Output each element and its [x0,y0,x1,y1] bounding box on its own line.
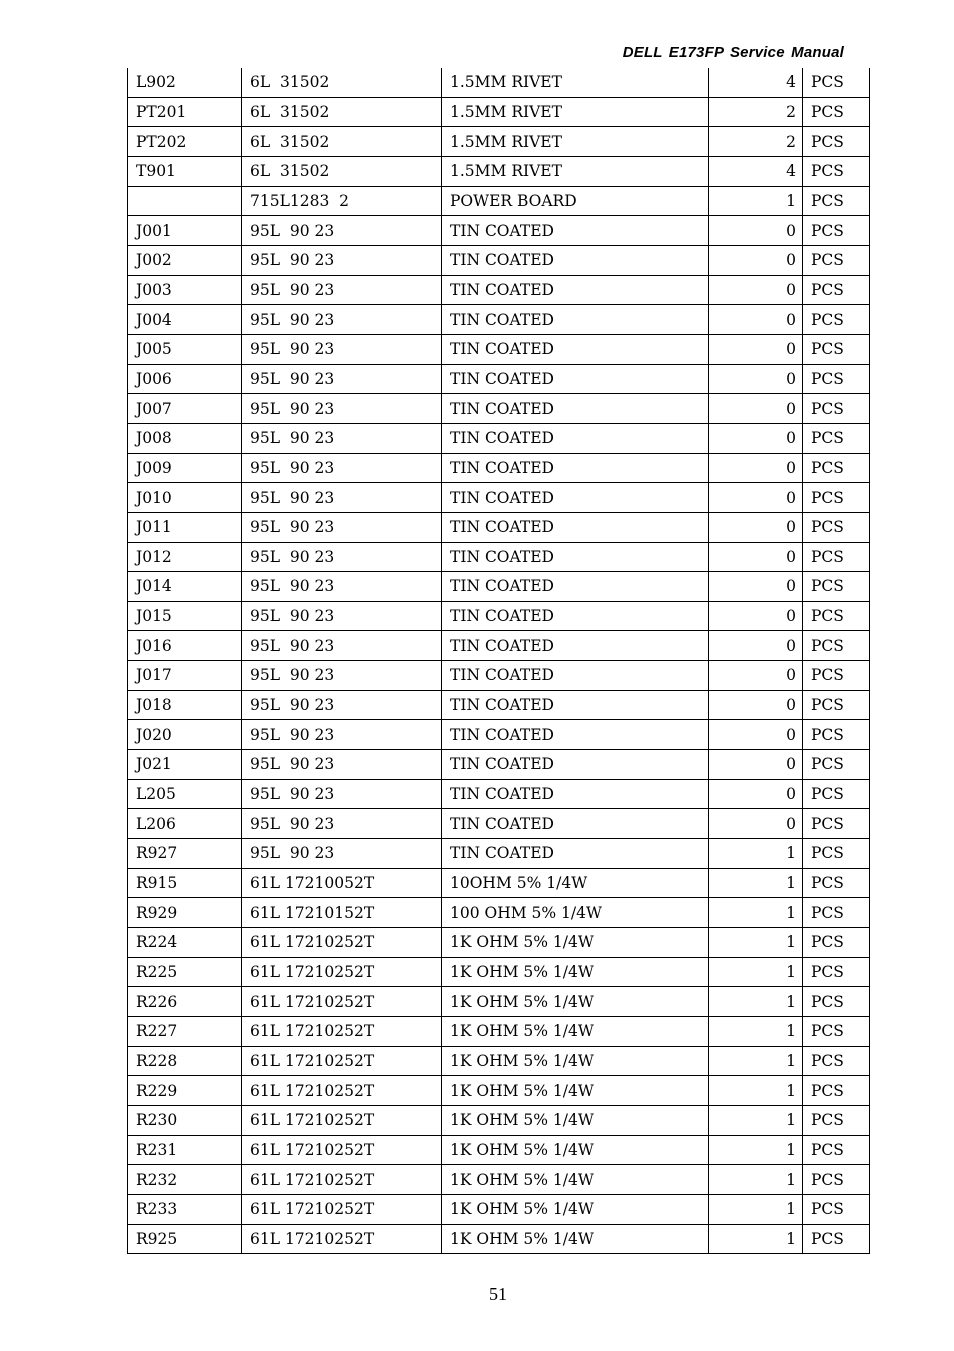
unit-cell: PCS [803,216,870,246]
table-row [128,483,870,513]
description-cell: POWER BOARD [442,186,709,216]
unit-cell: PCS [803,601,870,631]
description-cell: 1.5MM RIVET [442,156,709,186]
location-cell: J012 [128,542,242,572]
location-cell: J003 [128,275,242,305]
quantity-cell: 0 [709,245,803,275]
unit-cell: PCS [803,661,870,691]
quantity-cell: 0 [709,394,803,424]
part-number-cell: 95L 90 23 [242,453,442,483]
table-row [128,690,870,720]
table-row [128,661,870,691]
part-number-cell: 95L 90 23 [242,661,442,691]
unit-cell: PCS [803,1076,870,1106]
location-cell: J001 [128,216,242,246]
part-number-cell: 95L 90 23 [242,750,442,780]
location-cell: R226 [128,987,242,1017]
part-number-cell: 61L 17210252T [242,1135,442,1165]
unit-cell: PCS [803,1194,870,1224]
description-cell: 1.5MM RIVET [442,97,709,127]
quantity-cell: 0 [709,572,803,602]
parts-list-body [128,68,870,1254]
part-number-cell: 61L 17210252T [242,1046,442,1076]
part-number-cell: 61L 17210252T [242,1224,442,1254]
description-cell: TIN COATED [442,839,709,869]
description-cell: TIN COATED [442,423,709,453]
table-row [128,1017,870,1047]
unit-cell: PCS [803,839,870,869]
part-number-cell: 95L 90 23 [242,631,442,661]
unit-cell: PCS [803,305,870,335]
table-row [128,423,870,453]
description-cell: TIN COATED [442,572,709,602]
unit-cell: PCS [803,512,870,542]
part-number-cell: 6L 31502 [242,127,442,157]
part-number-cell: 61L 17210252T [242,928,442,958]
description-cell: 1K OHM 5% 1/4W [442,1046,709,1076]
description-cell: 1K OHM 5% 1/4W [442,1105,709,1135]
part-number-cell: 61L 17210252T [242,1017,442,1047]
location-cell: R227 [128,1017,242,1047]
quantity-cell: 0 [709,305,803,335]
part-number-cell: 95L 90 23 [242,720,442,750]
location-cell: J011 [128,512,242,542]
location-cell: R228 [128,1046,242,1076]
description-cell: TIN COATED [442,394,709,424]
quantity-cell: 1 [709,957,803,987]
location-cell: J020 [128,720,242,750]
quantity-cell: 1 [709,1224,803,1254]
table-row [128,779,870,809]
quantity-cell: 1 [709,1076,803,1106]
description-cell: 1K OHM 5% 1/4W [442,1017,709,1047]
part-number-cell: 95L 90 23 [242,245,442,275]
description-cell: 1.5MM RIVET [442,127,709,157]
table-row [128,750,870,780]
description-cell: TIN COATED [442,512,709,542]
unit-cell: PCS [803,97,870,127]
part-number-cell: 61L 17210252T [242,1165,442,1195]
unit-cell: PCS [803,483,870,513]
unit-cell: PCS [803,275,870,305]
unit-cell: PCS [803,898,870,928]
unit-cell: PCS [803,1017,870,1047]
location-cell: J018 [128,690,242,720]
table-row [128,1135,870,1165]
location-cell: J005 [128,334,242,364]
table-row [128,898,870,928]
location-cell: R929 [128,898,242,928]
part-number-cell: 6L 31502 [242,156,442,186]
table-row [128,1105,870,1135]
quantity-cell: 1 [709,1165,803,1195]
table-row [128,1165,870,1195]
description-cell: TIN COATED [442,809,709,839]
unit-cell: PCS [803,572,870,602]
description-cell: TIN COATED [442,364,709,394]
location-cell: R915 [128,868,242,898]
part-number-cell: 95L 90 23 [242,839,442,869]
unit-cell: PCS [803,453,870,483]
part-number-cell: 95L 90 23 [242,512,442,542]
part-number-cell: 6L 31502 [242,68,442,97]
table-row [128,601,870,631]
table-row [128,1076,870,1106]
quantity-cell: 0 [709,631,803,661]
unit-cell: PCS [803,127,870,157]
quantity-cell: 1 [709,1046,803,1076]
location-cell: J002 [128,245,242,275]
quantity-cell: 4 [709,156,803,186]
location-cell: L206 [128,809,242,839]
part-number-cell: 95L 90 23 [242,305,442,335]
unit-cell: PCS [803,394,870,424]
table-row [128,127,870,157]
description-cell: TIN COATED [442,542,709,572]
location-cell: R233 [128,1194,242,1224]
description-cell: 1K OHM 5% 1/4W [442,1135,709,1165]
part-number-cell: 95L 90 23 [242,394,442,424]
unit-cell: PCS [803,423,870,453]
location-cell: R231 [128,1135,242,1165]
part-number-cell: 61L 17210152T [242,898,442,928]
unit-cell: PCS [803,809,870,839]
part-number-cell: 95L 90 23 [242,809,442,839]
part-number-cell: 95L 90 23 [242,216,442,246]
quantity-cell: 1 [709,898,803,928]
table-row [128,542,870,572]
quantity-cell: 0 [709,334,803,364]
description-cell: 1K OHM 5% 1/4W [442,957,709,987]
unit-cell: PCS [803,750,870,780]
part-number-cell: 95L 90 23 [242,423,442,453]
location-cell: J010 [128,483,242,513]
table-row [128,868,870,898]
location-cell: J014 [128,572,242,602]
part-number-cell: 95L 90 23 [242,572,442,602]
table-row [128,364,870,394]
unit-cell: PCS [803,1224,870,1254]
quantity-cell: 0 [709,542,803,572]
part-number-cell: 61L 17210052T [242,868,442,898]
location-cell: L902 [128,68,242,97]
part-number-cell: 95L 90 23 [242,334,442,364]
description-cell: TIN COATED [442,779,709,809]
part-number-cell: 95L 90 23 [242,275,442,305]
page-number: 51 [489,1284,507,1304]
table-row [128,68,870,97]
description-cell: 10OHM 5% 1/4W [442,868,709,898]
unit-cell: PCS [803,987,870,1017]
location-cell: J021 [128,750,242,780]
quantity-cell: 0 [709,483,803,513]
part-number-cell: 6L 31502 [242,97,442,127]
location-cell: R232 [128,1165,242,1195]
description-cell: TIN COATED [442,305,709,335]
table-row [128,572,870,602]
quantity-cell: 0 [709,216,803,246]
table-row [128,1224,870,1254]
unit-cell: PCS [803,868,870,898]
document-header-title: DELL E173FP Service Manual [622,44,844,61]
table-row [128,156,870,186]
quantity-cell: 0 [709,690,803,720]
part-number-cell: 61L 17210252T [242,1076,442,1106]
quantity-cell: 0 [709,720,803,750]
quantity-cell: 0 [709,275,803,305]
quantity-cell: 1 [709,928,803,958]
location-cell: R925 [128,1224,242,1254]
description-cell: 1K OHM 5% 1/4W [442,987,709,1017]
part-number-cell: 95L 90 23 [242,364,442,394]
quantity-cell: 0 [709,364,803,394]
description-cell: TIN COATED [442,631,709,661]
quantity-cell: 2 [709,127,803,157]
unit-cell: PCS [803,68,870,97]
table-row [128,334,870,364]
description-cell: 100 OHM 5% 1/4W [442,898,709,928]
description-cell: 1K OHM 5% 1/4W [442,1165,709,1195]
quantity-cell: 0 [709,779,803,809]
location-cell: R224 [128,928,242,958]
table-row [128,1046,870,1076]
location-cell: T901 [128,156,242,186]
location-cell: J009 [128,453,242,483]
part-number-cell: 95L 90 23 [242,690,442,720]
table-row [128,216,870,246]
description-cell: TIN COATED [442,661,709,691]
description-cell: TIN COATED [442,334,709,364]
unit-cell: PCS [803,1135,870,1165]
unit-cell: PCS [803,928,870,958]
quantity-cell: 0 [709,750,803,780]
description-cell: TIN COATED [442,690,709,720]
unit-cell: PCS [803,720,870,750]
unit-cell: PCS [803,690,870,720]
unit-cell: PCS [803,245,870,275]
table-row [128,631,870,661]
location-cell: R230 [128,1105,242,1135]
quantity-cell: 1 [709,1194,803,1224]
quantity-cell: 0 [709,661,803,691]
location-cell [128,186,242,216]
location-cell: PT201 [128,97,242,127]
unit-cell: PCS [803,334,870,364]
table-row [128,275,870,305]
description-cell: 1K OHM 5% 1/4W [442,1076,709,1106]
parts-list-table [127,68,870,1254]
part-number-cell: 61L 17210252T [242,1105,442,1135]
quantity-cell: 1 [709,1017,803,1047]
table-row [128,186,870,216]
quantity-cell: 1 [709,1135,803,1165]
description-cell: TIN COATED [442,601,709,631]
table-row [128,957,870,987]
description-cell: 1K OHM 5% 1/4W [442,1224,709,1254]
quantity-cell: 0 [709,453,803,483]
unit-cell: PCS [803,1105,870,1135]
description-cell: 1.5MM RIVET [442,68,709,97]
location-cell: J007 [128,394,242,424]
description-cell: TIN COATED [442,245,709,275]
part-number-cell: 715L1283 2 [242,186,442,216]
description-cell: TIN COATED [442,275,709,305]
table-row [128,809,870,839]
table-row [128,928,870,958]
unit-cell: PCS [803,1165,870,1195]
description-cell: 1K OHM 5% 1/4W [442,1194,709,1224]
unit-cell: PCS [803,779,870,809]
part-number-cell: 61L 17210252T [242,1194,442,1224]
table-row [128,839,870,869]
description-cell: TIN COATED [442,750,709,780]
location-cell: J015 [128,601,242,631]
location-cell: R927 [128,839,242,869]
table-row [128,987,870,1017]
part-number-cell: 95L 90 23 [242,601,442,631]
quantity-cell: 1 [709,186,803,216]
location-cell: PT202 [128,127,242,157]
location-cell: J004 [128,305,242,335]
quantity-cell: 1 [709,868,803,898]
description-cell: TIN COATED [442,453,709,483]
part-number-cell: 61L 17210252T [242,987,442,1017]
table-row [128,305,870,335]
quantity-cell: 0 [709,423,803,453]
description-cell: TIN COATED [442,720,709,750]
location-cell: J006 [128,364,242,394]
part-number-cell: 61L 17210252T [242,957,442,987]
part-number-cell: 95L 90 23 [242,779,442,809]
location-cell: J016 [128,631,242,661]
quantity-cell: 0 [709,601,803,631]
unit-cell: PCS [803,186,870,216]
table-row [128,453,870,483]
quantity-cell: 1 [709,987,803,1017]
description-cell: TIN COATED [442,216,709,246]
unit-cell: PCS [803,631,870,661]
location-cell: L205 [128,779,242,809]
table-row [128,97,870,127]
quantity-cell: 1 [709,839,803,869]
table-row [128,1194,870,1224]
part-number-cell: 95L 90 23 [242,542,442,572]
description-cell: 1K OHM 5% 1/4W [442,928,709,958]
table-row [128,720,870,750]
unit-cell: PCS [803,364,870,394]
table-row [128,394,870,424]
unit-cell: PCS [803,156,870,186]
quantity-cell: 0 [709,512,803,542]
unit-cell: PCS [803,1046,870,1076]
part-number-cell: 95L 90 23 [242,483,442,513]
quantity-cell: 4 [709,68,803,97]
location-cell: J017 [128,661,242,691]
unit-cell: PCS [803,957,870,987]
table-row [128,512,870,542]
quantity-cell: 1 [709,1105,803,1135]
location-cell: J008 [128,423,242,453]
table-row [128,245,870,275]
location-cell: R225 [128,957,242,987]
quantity-cell: 2 [709,97,803,127]
quantity-cell: 0 [709,809,803,839]
location-cell: R229 [128,1076,242,1106]
description-cell: TIN COATED [442,483,709,513]
unit-cell: PCS [803,542,870,572]
